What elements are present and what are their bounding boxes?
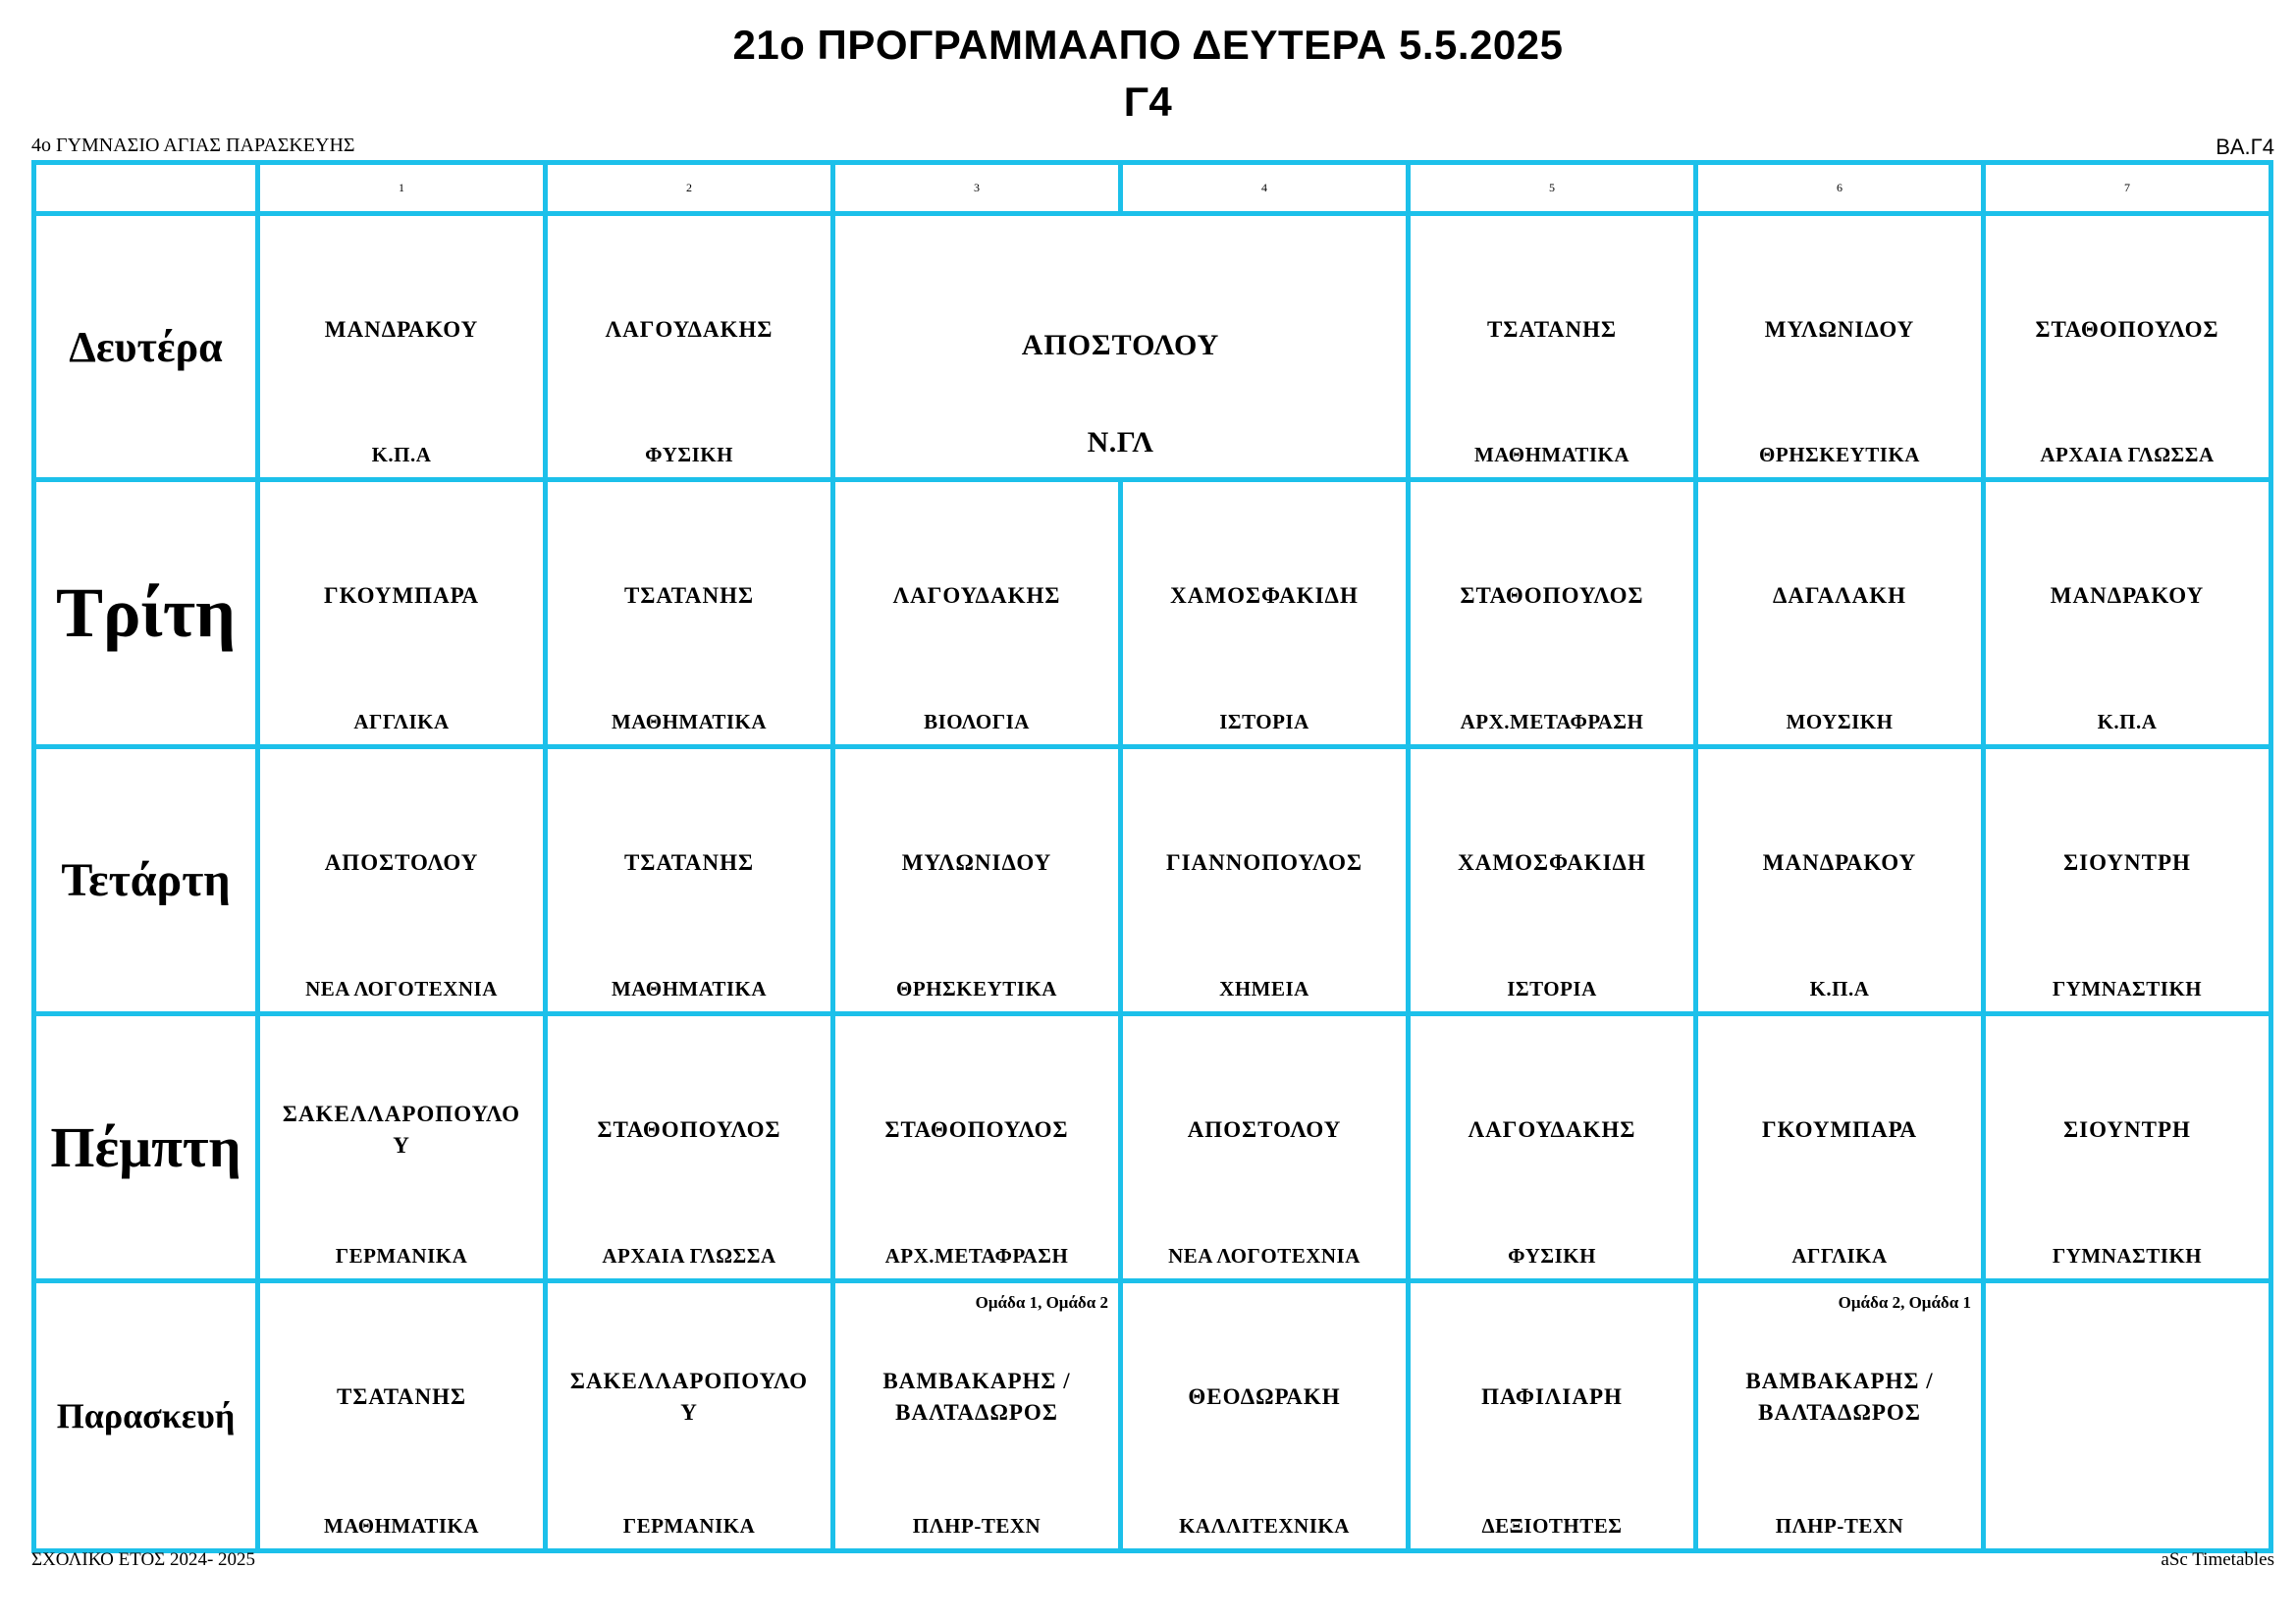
teacher-name: ΧΑΜΟΣΦΑΚΙΔΗ [1170, 583, 1359, 608]
lesson-cell [1693, 1011, 1986, 1283]
subject-name: ΦΥΣΙΚΗ [1508, 1244, 1596, 1268]
period-header [1981, 160, 2273, 216]
teacher-name: ΜΑΝΔΡΑΚΟΥ [2050, 583, 2205, 608]
lesson-cell [1693, 744, 1986, 1016]
lesson-cell [1406, 1011, 1698, 1283]
teacher-name: ΣΤΑΘΟΠΟΥΛΟΣ [884, 1117, 1069, 1142]
corner-cell [31, 160, 260, 216]
teacher-name: ΓΚΟΥΜΠΑΡΑ [1762, 1117, 1917, 1142]
subject-name: ΓΕΡΜΑΝΙΚΑ [335, 1244, 468, 1268]
teacher-name: ΣΙΟΥΝΤΡΗ [2063, 850, 2191, 875]
class-code: ΒΑ.Γ4 [2216, 135, 2274, 159]
subject-name: ΜΑΘΗΜΑΤΙΚΑ [611, 710, 768, 733]
lesson-cell [543, 744, 835, 1016]
day-label-cell [31, 1011, 260, 1283]
teacher-name: ΤΣΑΤΑΝΗΣ [1486, 317, 1617, 342]
teacher-name: ΘΕΟΔΩΡΑΚΗ [1188, 1384, 1341, 1409]
day-label: Δευτέρα [69, 322, 223, 371]
subject-name: ΠΛΗΡ-ΤΕΧΝ [1775, 1514, 1904, 1538]
lesson-cell [1406, 1278, 1698, 1553]
teacher-name: ΣΙΟΥΝΤΡΗ [2063, 1117, 2191, 1142]
lesson-cell [1406, 477, 1698, 749]
teacher-name: ΜΥΛΩΝΙΔΟΥ [1764, 317, 1915, 342]
subject-name: ΙΣΤΟΡΙΑ [1507, 977, 1597, 1001]
subject-name: ΦΥΣΙΚΗ [645, 443, 733, 466]
subject-name: ΚΑΛΛΙΤΕΧΝΙΚΑ [1179, 1514, 1350, 1538]
lesson-cell [830, 744, 1123, 1016]
teacher-name: ΛΑΓΟΥΔΑΚΗΣ [1468, 1117, 1636, 1142]
teacher-name: ΜΑΝΔΡΑΚΟΥ [324, 317, 479, 342]
teacher-name: ΓΚΟΥΜΠΑΡΑ [324, 583, 479, 608]
day-label: Πέμπτη [50, 1115, 241, 1179]
teacher-name: ΧΑΜΟΣΦΑΚΙΔΗ [1458, 850, 1646, 875]
day-label-cell [31, 744, 260, 1016]
lesson-cell [255, 744, 548, 1016]
generator-credit: aSc Timetables [2161, 1549, 2274, 1570]
teacher-name: ΣΤΑΘΟΠΟΥΛΟΣ [1460, 583, 1644, 608]
day-label: Παρασκευή [56, 1396, 236, 1435]
subject-name: ΜΑΘΗΜΑΤΙΚΑ [611, 977, 768, 1001]
subject-name: Ν.ΓΛ [1087, 426, 1154, 459]
period-header [1406, 160, 1698, 216]
teacher-name: ΣΑΚΕΛΛΑΡΟΠΟΥΛΟ Υ [282, 1102, 521, 1158]
lesson-cell [255, 477, 548, 749]
subject-name: ΓΥΜΝΑΣΤΙΚΗ [2052, 1244, 2203, 1268]
subject-name: ΓΥΜΝΑΣΤΙΚΗ [2052, 977, 2203, 1001]
period-number: 2 [686, 181, 692, 194]
day-label-cell [31, 211, 260, 482]
lesson-cell [543, 1278, 835, 1553]
teacher-name: ΣΑΚΕΛΛΑΡΟΠΟΥΛΟ Υ [569, 1369, 809, 1425]
subject-name: Κ.Π.Α [371, 443, 432, 466]
class-title: Γ4 [1123, 79, 1173, 125]
teacher-name: ΛΑΓΟΥΔΑΚΗΣ [605, 317, 774, 342]
teacher-name: ΣΤΑΘΟΠΟΥΛΟΣ [2035, 317, 2219, 342]
subject-name: Κ.Π.Α [2097, 710, 2158, 733]
lesson-cell [1118, 477, 1411, 749]
lesson-cell [255, 1278, 548, 1553]
day-label-cell [31, 1278, 260, 1553]
lesson-cell [830, 211, 1411, 482]
lesson-cell [1981, 1011, 2273, 1283]
subject-name: ΑΡΧ.ΜΕΤΑΦΡΑΣΗ [1460, 710, 1644, 733]
subject-name: ΘΡΗΣΚΕΥΤΙΚΑ [896, 977, 1057, 1001]
lesson-cell [1693, 1278, 1986, 1553]
lesson-cell [1118, 1011, 1411, 1283]
subject-name: ΘΡΗΣΚΕΥΤΙΚΑ [1759, 443, 1920, 466]
subject-name: ΜΟΥΣΙΚΗ [1786, 710, 1894, 733]
teacher-name: ΑΠΟΣΤΟΛΟΥ [1021, 329, 1220, 361]
teacher-name: ΣΤΑΘΟΠΟΥΛΟΣ [597, 1117, 781, 1142]
teacher-name: ΓΙΑΝΝΟΠΟΥΛΟΣ [1165, 850, 1363, 875]
lesson-cell [1118, 744, 1411, 1016]
teacher-name: ΤΣΑΤΑΝΗΣ [623, 583, 754, 608]
period-number: 5 [1549, 181, 1555, 194]
period-header [255, 160, 548, 216]
subject-name: Κ.Π.Α [1809, 977, 1870, 1001]
lesson-cell [830, 1278, 1123, 1553]
lesson-cell [1406, 211, 1698, 482]
subject-name: ΒΙΟΛΟΓΙΑ [924, 710, 1030, 733]
subject-name: ΑΡΧΑΙΑ ΓΛΩΣΣΑ [2040, 443, 2215, 466]
teacher-name: ΑΠΟΣΤΟΛΟΥ [324, 850, 479, 875]
teacher-name: ΤΣΑΤΑΝΗΣ [623, 850, 754, 875]
group-label: Ομάδα 1, Ομάδα 2 [975, 1293, 1108, 1312]
teacher-name: ΜΑΝΔΡΑΚΟΥ [1762, 850, 1917, 875]
subject-name: ΑΡΧΑΙΑ ΓΛΩΣΣΑ [602, 1244, 776, 1268]
lesson-cell [830, 477, 1123, 749]
lesson-cell [1981, 1278, 2273, 1553]
subject-name: ΙΣΤΟΡΙΑ [1219, 710, 1309, 733]
timetable-grid [31, 160, 2269, 1548]
teacher-name: ΛΑΓΟΥΔΑΚΗΣ [892, 583, 1061, 608]
group-label: Ομάδα 2, Ομάδα 1 [1838, 1293, 1971, 1312]
day-label-cell [31, 477, 260, 749]
lesson-cell [1981, 477, 2273, 749]
period-number: 6 [1837, 181, 1842, 194]
subject-name: ΧΗΜΕΙΑ [1219, 977, 1309, 1001]
teacher-name: ΤΣΑΤΑΝΗΣ [336, 1384, 466, 1409]
subject-name: ΝΕΑ ΛΟΓΟΤΕΧΝΙΑ [1168, 1244, 1361, 1268]
lesson-cell [255, 211, 548, 482]
teacher-name: ΒΑΜΒΑΚΑΡΗΣ / ΒΑΛΤΑΔΩΡΟΣ [1745, 1369, 1934, 1425]
lesson-cell [1406, 744, 1698, 1016]
subject-name: ΜΑΘΗΜΑΤΙΚΑ [1473, 443, 1630, 466]
day-label: Τετάρτη [61, 854, 231, 906]
period-header [830, 160, 1123, 216]
subject-name: ΜΑΘΗΜΑΤΙΚΑ [323, 1514, 480, 1538]
period-header [1118, 160, 1411, 216]
period-header [1693, 160, 1986, 216]
period-number: 1 [399, 181, 404, 194]
lesson-cell [830, 1011, 1123, 1283]
lesson-cell [543, 1011, 835, 1283]
lesson-cell [1118, 1278, 1411, 1553]
lesson-cell [1693, 211, 1986, 482]
period-number: 4 [1261, 181, 1267, 194]
teacher-name: ΑΠΟΣΤΟΛΟΥ [1187, 1117, 1342, 1142]
teacher-name: ΔΑΓΑΛΑΚΗ [1772, 583, 1907, 608]
period-header [543, 160, 835, 216]
teacher-name: ΒΑΜΒΑΚΑΡΗΣ / ΒΑΛΤΑΔΩΡΟΣ [882, 1369, 1071, 1425]
period-number: 7 [2124, 181, 2130, 194]
subject-name: ΓΕΡΜΑΝΙΚΑ [622, 1514, 756, 1538]
school-name: 4ο ΓΥΜΝΑΣΙΟ ΑΓΙΑΣ ΠΑΡΑΣΚΕΥΗΣ [31, 135, 355, 156]
teacher-name: ΠΑΦΙΛΙΑΡΗ [1481, 1384, 1623, 1409]
teacher-name: ΜΥΛΩΝΙΔΟΥ [901, 850, 1052, 875]
day-label: Τρίτη [56, 573, 236, 652]
subject-name: ΑΡΧ.ΜΕΤΑΦΡΑΣΗ [884, 1244, 1069, 1268]
subject-name: ΠΛΗΡ-ΤΕΧΝ [912, 1514, 1041, 1538]
subject-name: ΔΕΞΙΟΤΗΤΕΣ [1481, 1514, 1623, 1538]
lesson-cell [1981, 744, 2273, 1016]
subject-name: ΝΕΑ ΛΟΓΟΤΕΧΝΙΑ [305, 977, 498, 1001]
school-year: ΣΧΟΛΙΚΟ ΕΤΟΣ 2024- 2025 [31, 1549, 256, 1570]
lesson-cell [1981, 211, 2273, 482]
subject-name: ΑΓΓΛΙΚΑ [353, 710, 450, 733]
page-title: 21ο ΠΡΟΓΡΑΜΜΑΑΠΟ ΔΕΥΤΕΡΑ 5.5.2025 [732, 22, 1564, 68]
lesson-cell [543, 211, 835, 482]
period-number: 3 [974, 181, 980, 194]
lesson-cell [543, 477, 835, 749]
subject-name: ΑΓΓΛΙΚΑ [1791, 1244, 1888, 1268]
lesson-cell [1693, 477, 1986, 749]
lesson-cell [255, 1011, 548, 1283]
